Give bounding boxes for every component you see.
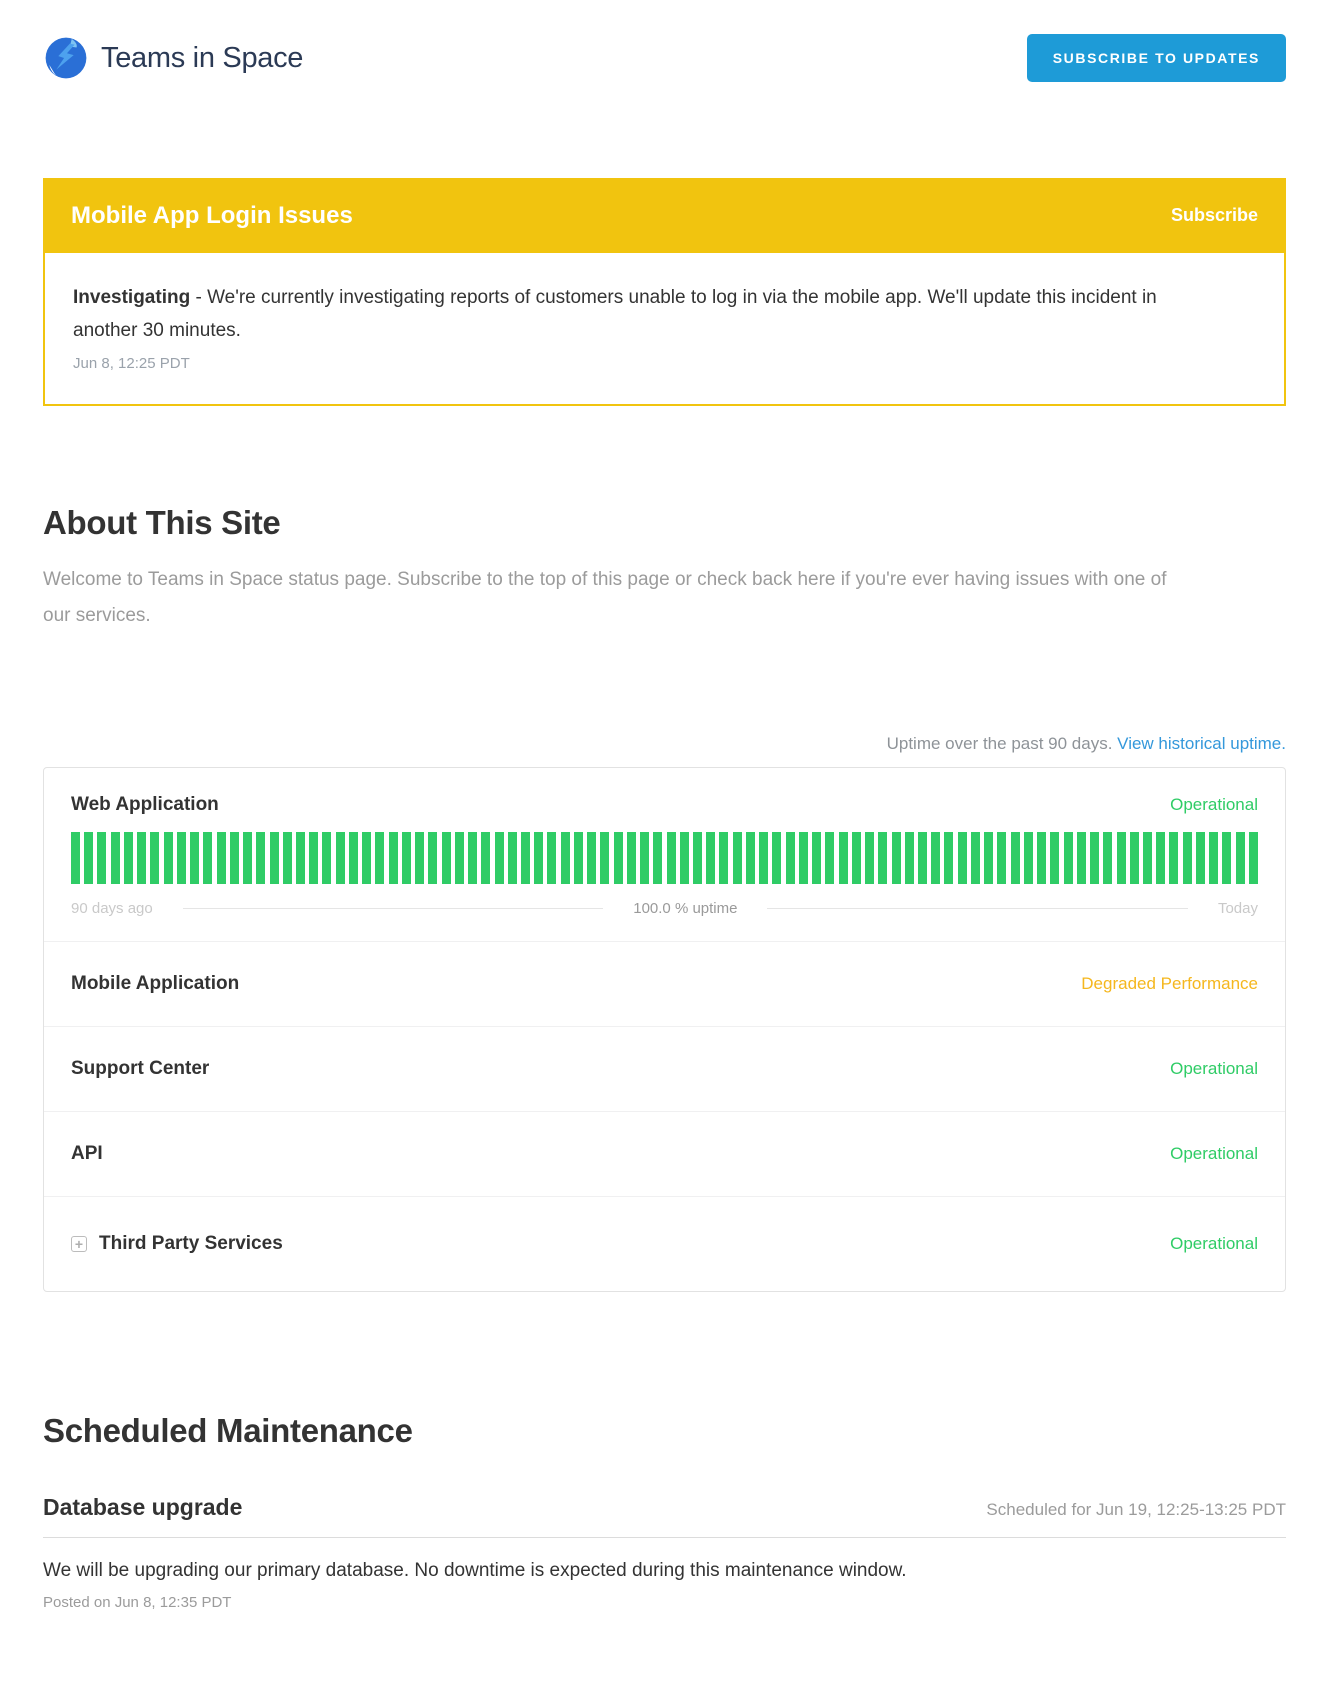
- uptime-day-bar[interactable]: [508, 832, 517, 884]
- uptime-day-bar[interactable]: [415, 832, 424, 884]
- uptime-day-bar[interactable]: [865, 832, 874, 884]
- uptime-day-bar[interactable]: [1103, 832, 1112, 884]
- uptime-day-bar[interactable]: [958, 832, 967, 884]
- uptime-day-bar[interactable]: [931, 832, 940, 884]
- uptime-day-bar[interactable]: [217, 832, 226, 884]
- maintenance-section-title: Scheduled Maintenance: [43, 1412, 413, 1449]
- service-head: [71, 794, 1258, 816]
- uptime-day-bar[interactable]: [1117, 832, 1126, 884]
- uptime-day-bar[interactable]: [971, 832, 980, 884]
- site-logo[interactable]: [43, 35, 303, 81]
- uptime-day-bar[interactable]: [177, 832, 186, 884]
- uptime-percent-label: 100.0 % uptime: [633, 900, 738, 917]
- uptime-day-bar[interactable]: [587, 832, 596, 884]
- uptime-day-bar[interactable]: [733, 832, 742, 884]
- maintenance-body: We will be upgrading our primary database. No downtime is expected during this maintenance window.: [43, 1560, 907, 1581]
- service-row-api: [44, 1111, 1285, 1196]
- uptime-day-bar[interactable]: [852, 832, 861, 884]
- incident-subscribe-link[interactable]: Subscribe: [1170, 205, 1258, 225]
- uptime-day-bar[interactable]: [693, 832, 702, 884]
- uptime-day-bar[interactable]: [825, 832, 834, 884]
- uptime-day-bar[interactable]: [455, 832, 464, 884]
- uptime-day-bar[interactable]: [349, 832, 358, 884]
- uptime-day-bar[interactable]: [1222, 832, 1231, 884]
- uptime-day-bar[interactable]: [1183, 832, 1192, 884]
- service-status-badge: Operational: [1170, 1144, 1258, 1163]
- maintenance-item-header: [43, 1494, 1286, 1521]
- uptime-day-bar[interactable]: [680, 832, 689, 884]
- uptime-day-bar[interactable]: [243, 832, 252, 884]
- uptime-meta-line: [43, 734, 1286, 754]
- uptime-day-bar[interactable]: [164, 832, 173, 884]
- service-status-badge: Operational: [1170, 1059, 1258, 1078]
- uptime-day-bar[interactable]: [1169, 832, 1178, 884]
- incident-title: Mobile App Login Issues: [71, 201, 353, 229]
- divider-line: [767, 908, 1188, 909]
- page-header: [43, 34, 1286, 82]
- uptime-day-bar[interactable]: [97, 832, 106, 884]
- uptime-day-bar[interactable]: [428, 832, 437, 884]
- uptime-day-bar[interactable]: [322, 832, 331, 884]
- uptime-left-label: 90 days ago: [71, 900, 153, 917]
- uptime-bars: [71, 832, 1258, 884]
- divider-line: [43, 1537, 1286, 1538]
- incident-message-text: - We're currently investigating reports of customers unable to log in via the mobile app. We'll update this incident in another 30 minutes.: [73, 287, 1157, 341]
- uptime-day-bar[interactable]: [667, 832, 676, 884]
- uptime-day-bar[interactable]: [481, 832, 490, 884]
- uptime-day-bar[interactable]: [905, 832, 914, 884]
- service-status-badge: Degraded Performance: [1081, 974, 1258, 993]
- uptime-day-bar[interactable]: [495, 832, 504, 884]
- uptime-day-bar[interactable]: [1037, 832, 1046, 884]
- uptime-day-bar[interactable]: [521, 832, 530, 884]
- uptime-day-bar[interactable]: [547, 832, 556, 884]
- uptime-day-bar[interactable]: [402, 832, 411, 884]
- uptime-day-bar[interactable]: [1024, 832, 1033, 884]
- uptime-day-bar[interactable]: [812, 832, 821, 884]
- service-row-support-center: [44, 1026, 1285, 1111]
- incident-header: [43, 178, 1286, 253]
- service-status-badge: Operational: [1170, 795, 1258, 814]
- service-row-third-party-services: [44, 1196, 1285, 1291]
- uptime-day-bar[interactable]: [534, 832, 543, 884]
- uptime-day-bar[interactable]: [640, 832, 649, 884]
- uptime-day-bar[interactable]: [336, 832, 345, 884]
- uptime-right-label: Today: [1217, 900, 1258, 917]
- uptime-day-bar[interactable]: [71, 832, 80, 884]
- service-row-mobile-application: [44, 941, 1285, 1026]
- uptime-day-bar[interactable]: [772, 832, 781, 884]
- uptime-day-bar[interactable]: [84, 832, 93, 884]
- service-name: API: [71, 1143, 103, 1164]
- services-panel: [43, 767, 1286, 1292]
- maintenance-posted-timestamp: Posted on Jun 8, 12:35 PDT: [43, 1594, 232, 1611]
- uptime-day-bar[interactable]: [653, 832, 662, 884]
- uptime-day-bar[interactable]: [1143, 832, 1152, 884]
- uptime-day-bar[interactable]: [1130, 832, 1139, 884]
- about-section: [43, 504, 1286, 634]
- maintenance-item: [43, 1494, 1286, 1611]
- uptime-day-bar[interactable]: [892, 832, 901, 884]
- expand-plus-icon[interactable]: +: [71, 1236, 87, 1252]
- uptime-day-bar[interactable]: [918, 832, 927, 884]
- uptime-day-bar[interactable]: [362, 832, 371, 884]
- maintenance-name: Database upgrade: [43, 1494, 243, 1520]
- uptime-day-bar[interactable]: [746, 832, 755, 884]
- uptime-day-bar[interactable]: [309, 832, 318, 884]
- about-title: About This Site: [43, 504, 281, 541]
- uptime-day-bar[interactable]: [719, 832, 728, 884]
- uptime-day-bar[interactable]: [997, 832, 1006, 884]
- view-historical-uptime-link[interactable]: View historical uptime.: [1117, 734, 1286, 753]
- uptime-day-bar[interactable]: [468, 832, 477, 884]
- uptime-day-bar[interactable]: [759, 832, 768, 884]
- uptime-day-bar[interactable]: [944, 832, 953, 884]
- uptime-day-bar[interactable]: [1249, 832, 1258, 884]
- uptime-day-bar[interactable]: [1050, 832, 1059, 884]
- uptime-day-bar[interactable]: [786, 832, 795, 884]
- uptime-day-bar[interactable]: [627, 832, 636, 884]
- service-status-badge: Operational: [1170, 1234, 1258, 1253]
- scheduled-maintenance-section: [43, 1412, 1286, 1611]
- uptime-day-bar[interactable]: [375, 832, 384, 884]
- uptime-day-bar[interactable]: [1011, 832, 1020, 884]
- service-name: Web Application: [71, 794, 219, 815]
- uptime-day-bar[interactable]: [574, 832, 583, 884]
- uptime-day-bar[interactable]: [561, 832, 570, 884]
- incident-timestamp: Jun 8, 12:25 PDT: [73, 355, 190, 372]
- uptime-day-bar[interactable]: [256, 832, 265, 884]
- service-name: Mobile Application: [71, 973, 240, 994]
- uptime-day-bar[interactable]: [230, 832, 239, 884]
- planet-logo-icon: [43, 35, 89, 81]
- uptime-day-bar[interactable]: [1077, 832, 1086, 884]
- subscribe-to-updates-button[interactable]: SUBSCRIBE TO UPDATES: [1027, 34, 1286, 82]
- uptime-day-bar[interactable]: [1090, 832, 1099, 884]
- uptime-day-bar[interactable]: [600, 832, 609, 884]
- incident-status-label: Investigating: [73, 287, 191, 308]
- uptime-day-bar[interactable]: [389, 832, 398, 884]
- incident-message: [73, 281, 1193, 347]
- uptime-day-bar[interactable]: [1156, 832, 1165, 884]
- uptime-footer: [71, 900, 1258, 917]
- uptime-day-bar[interactable]: [137, 832, 146, 884]
- service-name: Third Party Services: [99, 1233, 283, 1254]
- uptime-day-bar[interactable]: [203, 832, 212, 884]
- uptime-day-bar[interactable]: [150, 832, 159, 884]
- logo-text: Teams in Space: [101, 41, 304, 74]
- uptime-day-bar[interactable]: [1236, 832, 1245, 884]
- status-page: [43, 0, 1286, 1611]
- about-text: Welcome to Teams in Space status page. Subscribe to the top of this page or check back here if you're ever having issues with one of our services.: [43, 569, 1167, 626]
- uptime-day-bar[interactable]: [839, 832, 848, 884]
- uptime-meta-label: Uptime over the past 90 days.: [886, 734, 1113, 753]
- incident-body: [43, 253, 1286, 406]
- uptime-day-bar[interactable]: [706, 832, 715, 884]
- uptime-day-bar[interactable]: [111, 832, 120, 884]
- maintenance-schedule: Scheduled for Jun 19, 12:25-13:25 PDT: [986, 1500, 1286, 1519]
- uptime-day-bar[interactable]: [614, 832, 623, 884]
- uptime-day-bar[interactable]: [1196, 832, 1205, 884]
- service-row-web-application: [44, 768, 1285, 941]
- service-name: Support Center: [71, 1058, 210, 1079]
- divider-line: [183, 908, 604, 909]
- active-incident-card: [43, 178, 1286, 406]
- uptime-day-bar[interactable]: [1209, 832, 1218, 884]
- uptime-day-bar[interactable]: [270, 832, 279, 884]
- uptime-day-bar[interactable]: [124, 832, 133, 884]
- uptime-day-bar[interactable]: [799, 832, 808, 884]
- uptime-day-bar[interactable]: [1064, 832, 1073, 884]
- uptime-day-bar[interactable]: [442, 832, 451, 884]
- uptime-day-bar[interactable]: [190, 832, 199, 884]
- uptime-day-bar[interactable]: [296, 832, 305, 884]
- uptime-day-bar[interactable]: [878, 832, 887, 884]
- uptime-day-bar[interactable]: [984, 832, 993, 884]
- uptime-day-bar[interactable]: [283, 832, 292, 884]
